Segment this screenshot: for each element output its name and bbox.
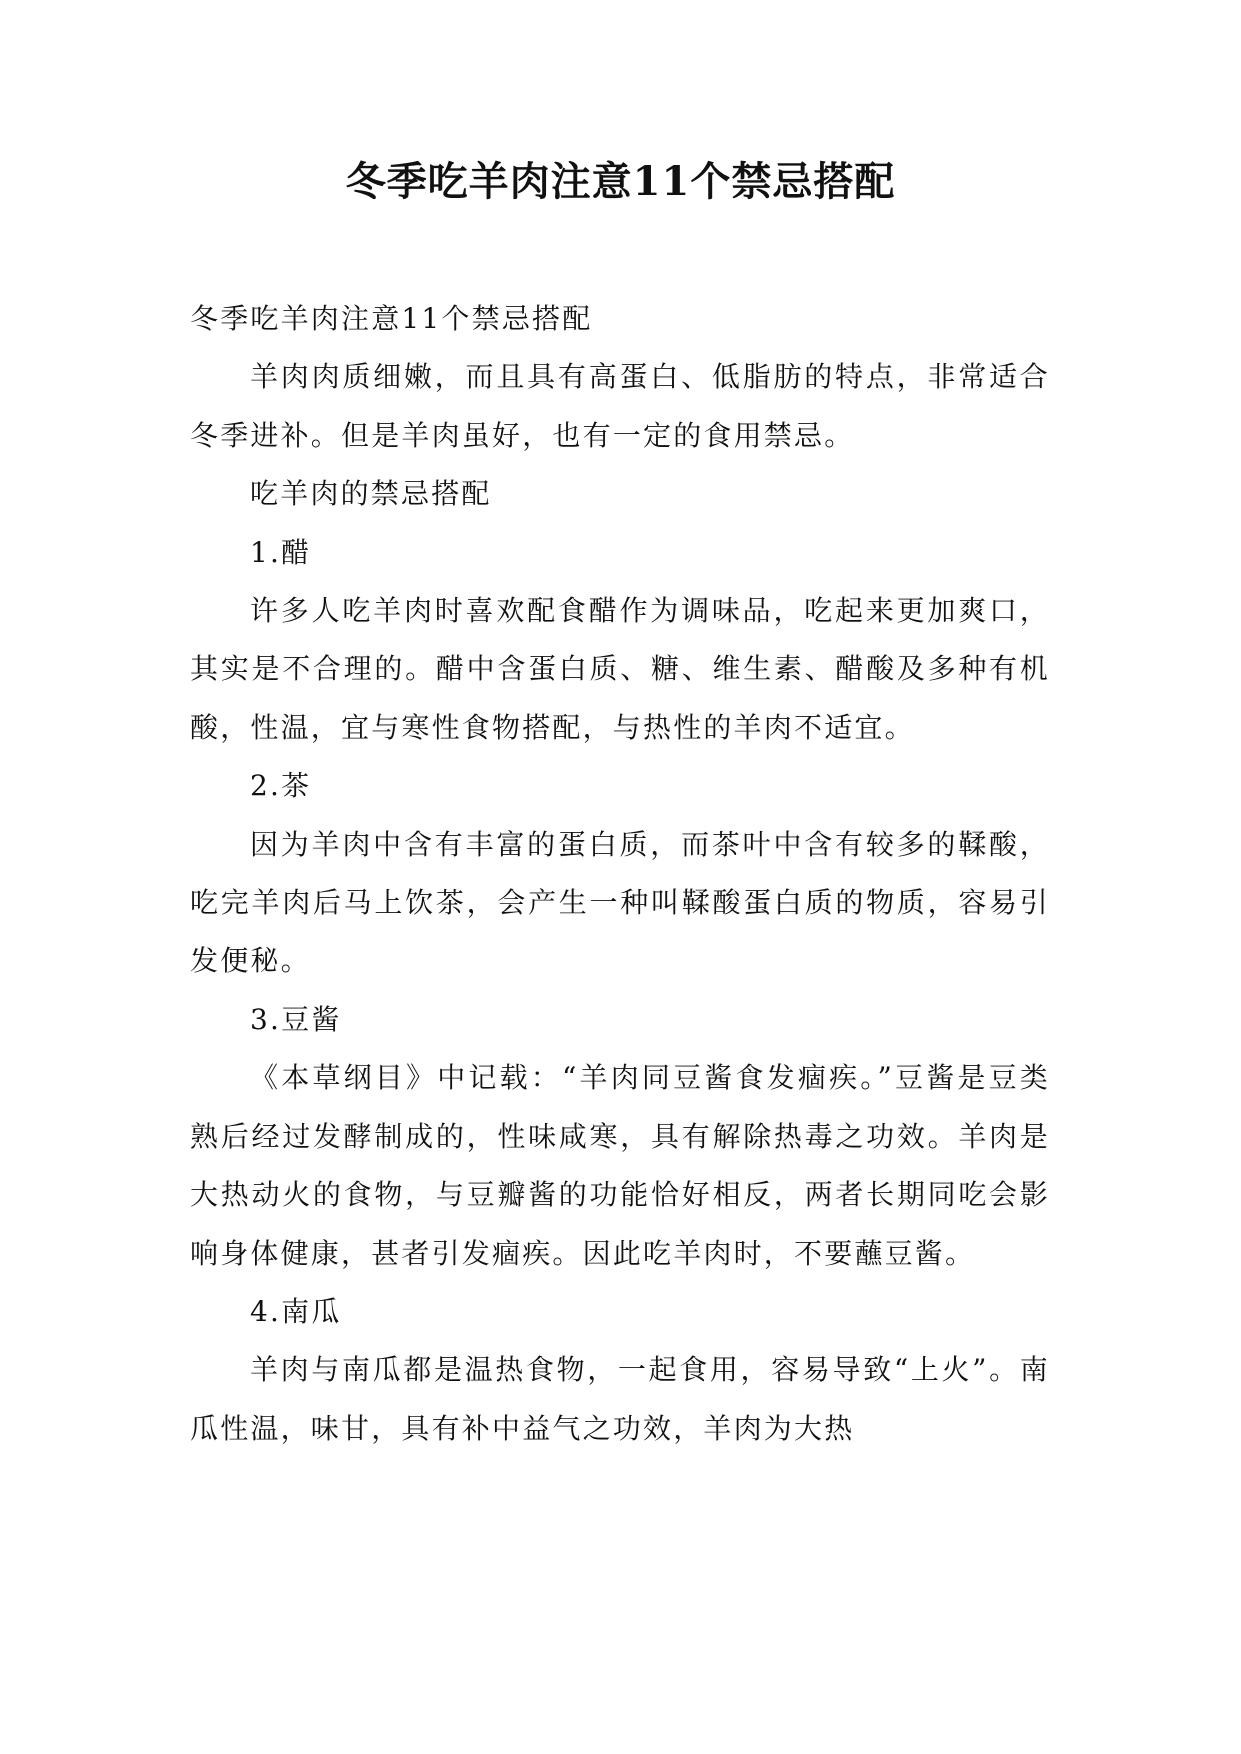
item-heading-bean-paste: 3.豆酱 bbox=[250, 1002, 342, 1036]
paragraph-vinegar: 许多人吃羊肉时喜欢配食醋作为调味品，吃起来更加爽口，其实是不合理的。醋中含蛋白质、糖、维生素、醋酸及多种有机酸，性温，宜与寒性食物搭配，与热性的羊肉不适宜。 bbox=[190, 594, 1050, 744]
document-body bbox=[190, 290, 1050, 1458]
paragraph-subtitle: 冬季吃羊肉注意11个禁忌搭配 bbox=[190, 302, 593, 335]
document-title: 冬季吃羊肉注意11个禁忌搭配 bbox=[345, 158, 896, 205]
item-heading-vinegar: 1.醋 bbox=[250, 535, 312, 569]
item-heading-tea: 2.茶 bbox=[250, 769, 312, 803]
section-heading: 吃羊肉的禁忌搭配 bbox=[250, 477, 492, 511]
paragraph-bean-paste: 《本草纲目》中记载：“羊肉同豆酱食发痼疾。”豆酱是豆类熟后经过发酵制成的，性味咸寒，具有解除热毒之功效。羊肉是大热动火的食物，与豆瓣酱的功能恰好相反，两者长期同吃会影响身体健康，甚者引发痼疾。因此吃羊肉时，不要蘸豆酱。 bbox=[190, 1061, 1050, 1270]
item-heading-pumpkin: 4.南瓜 bbox=[250, 1294, 342, 1328]
paragraph-intro: 羊肉肉质细嫩，而且具有高蛋白、低脂肪的特点，非常适合冬季进补。但是羊肉虽好，也有一定的食用禁忌。 bbox=[190, 360, 1050, 452]
paragraph-pumpkin: 羊肉与南瓜都是温热食物，一起食用，容易导致“上火”。南瓜性温，味甘，具有补中益气之功效，羊肉为大热 bbox=[190, 1353, 1050, 1445]
paragraph-tea: 因为羊肉中含有丰富的蛋白质，而茶叶中含有较多的鞣酸，吃完羊肉后马上饮茶，会产生一种叫鞣酸蛋白质的物质，容易引发便秘。 bbox=[190, 827, 1050, 978]
